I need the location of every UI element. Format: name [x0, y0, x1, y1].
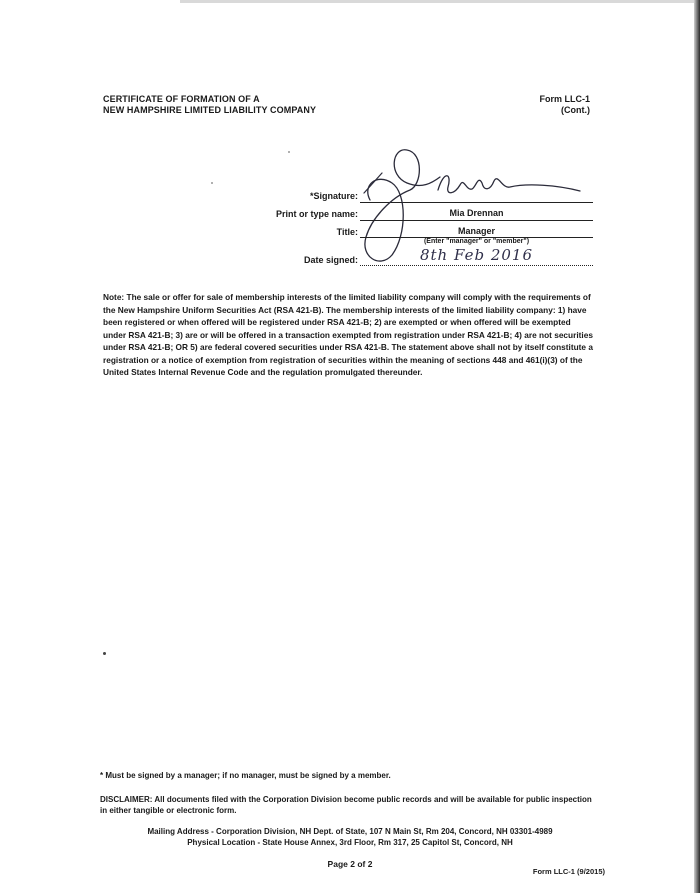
scan-edge-right — [694, 0, 700, 893]
certificate-title-line1: CERTIFICATE OF FORMATION OF A — [103, 94, 260, 104]
date-signed-value: 8th Feb 2016 — [419, 246, 533, 264]
scan-speck — [211, 182, 213, 184]
form-identifier — [540, 94, 591, 116]
title-label: Title: — [336, 227, 358, 237]
signature-footnote: * Must be signed by a manager; if no manager, must be signed by a member. — [100, 771, 391, 780]
scan-speck — [288, 151, 290, 153]
scan-speck — [103, 652, 106, 655]
form-identifier-line2: (Cont.) — [561, 105, 590, 115]
address-block — [100, 826, 600, 848]
date-signed-label: Date signed: — [303, 255, 358, 265]
page-number: Page 2 of 2 — [327, 859, 373, 869]
scan-edge-top — [180, 0, 700, 3]
print-name-line — [360, 220, 593, 221]
mailing-address: Mailing Address - Corporation Division, NH Dept. of State, 107 N Main St, Rm 204, Concord, NH 03301-4989 — [147, 827, 553, 836]
title-hint: (Enter "manager" or "member") — [423, 238, 530, 245]
title-value: Manager — [457, 226, 495, 236]
certificate-title — [103, 94, 316, 116]
print-name-value: Mia Drennan — [449, 208, 504, 218]
form-identifier-line1: Form LLC-1 — [539, 94, 590, 104]
form-code: Form LLC-1 (9/2015) — [532, 867, 605, 876]
print-name-label: Print or type name: — [275, 209, 358, 219]
disclaimer: DISCLAIMER: All documents filed with the Corporation Division become public records and will be available for public inspection in either tangible or electronic form. — [100, 795, 592, 815]
certificate-title-line2: NEW HAMPSHIRE LIMITED LIABILITY COMPANY — [103, 105, 317, 115]
date-signed-line — [360, 265, 593, 266]
physical-location: Physical Location - State House Annex, 3rd Floor, Rm 317, 25 Capitol St, Concord, NH — [187, 838, 513, 847]
securities-note: Note: The sale or offer for sale of membership interests of the limited liability company will comply with the requirements of the New Hampshire Uniform Securities Act (RSA 421-B). The membership interests of the limited liability company: 1) have been registered or when offered will be registered under RSA 421-B; 2) are exempted or when offered will be exempted under RSA 421-B; 3) are or will be offered in a transaction exempted from registration under RSA 421-B; 4) are not securities under RSA 421-B; OR 5) are federal covered securities under RSA 421-B. The statement above shall not by itself constitute a registration or a notice of exemption from registration of securities within the meaning of sections 448 and 461(i)(3) of the United States Internal Revenue Code and the regulation promulgated thereunder. — [103, 292, 593, 377]
signature-label: *Signature: — [309, 191, 358, 201]
